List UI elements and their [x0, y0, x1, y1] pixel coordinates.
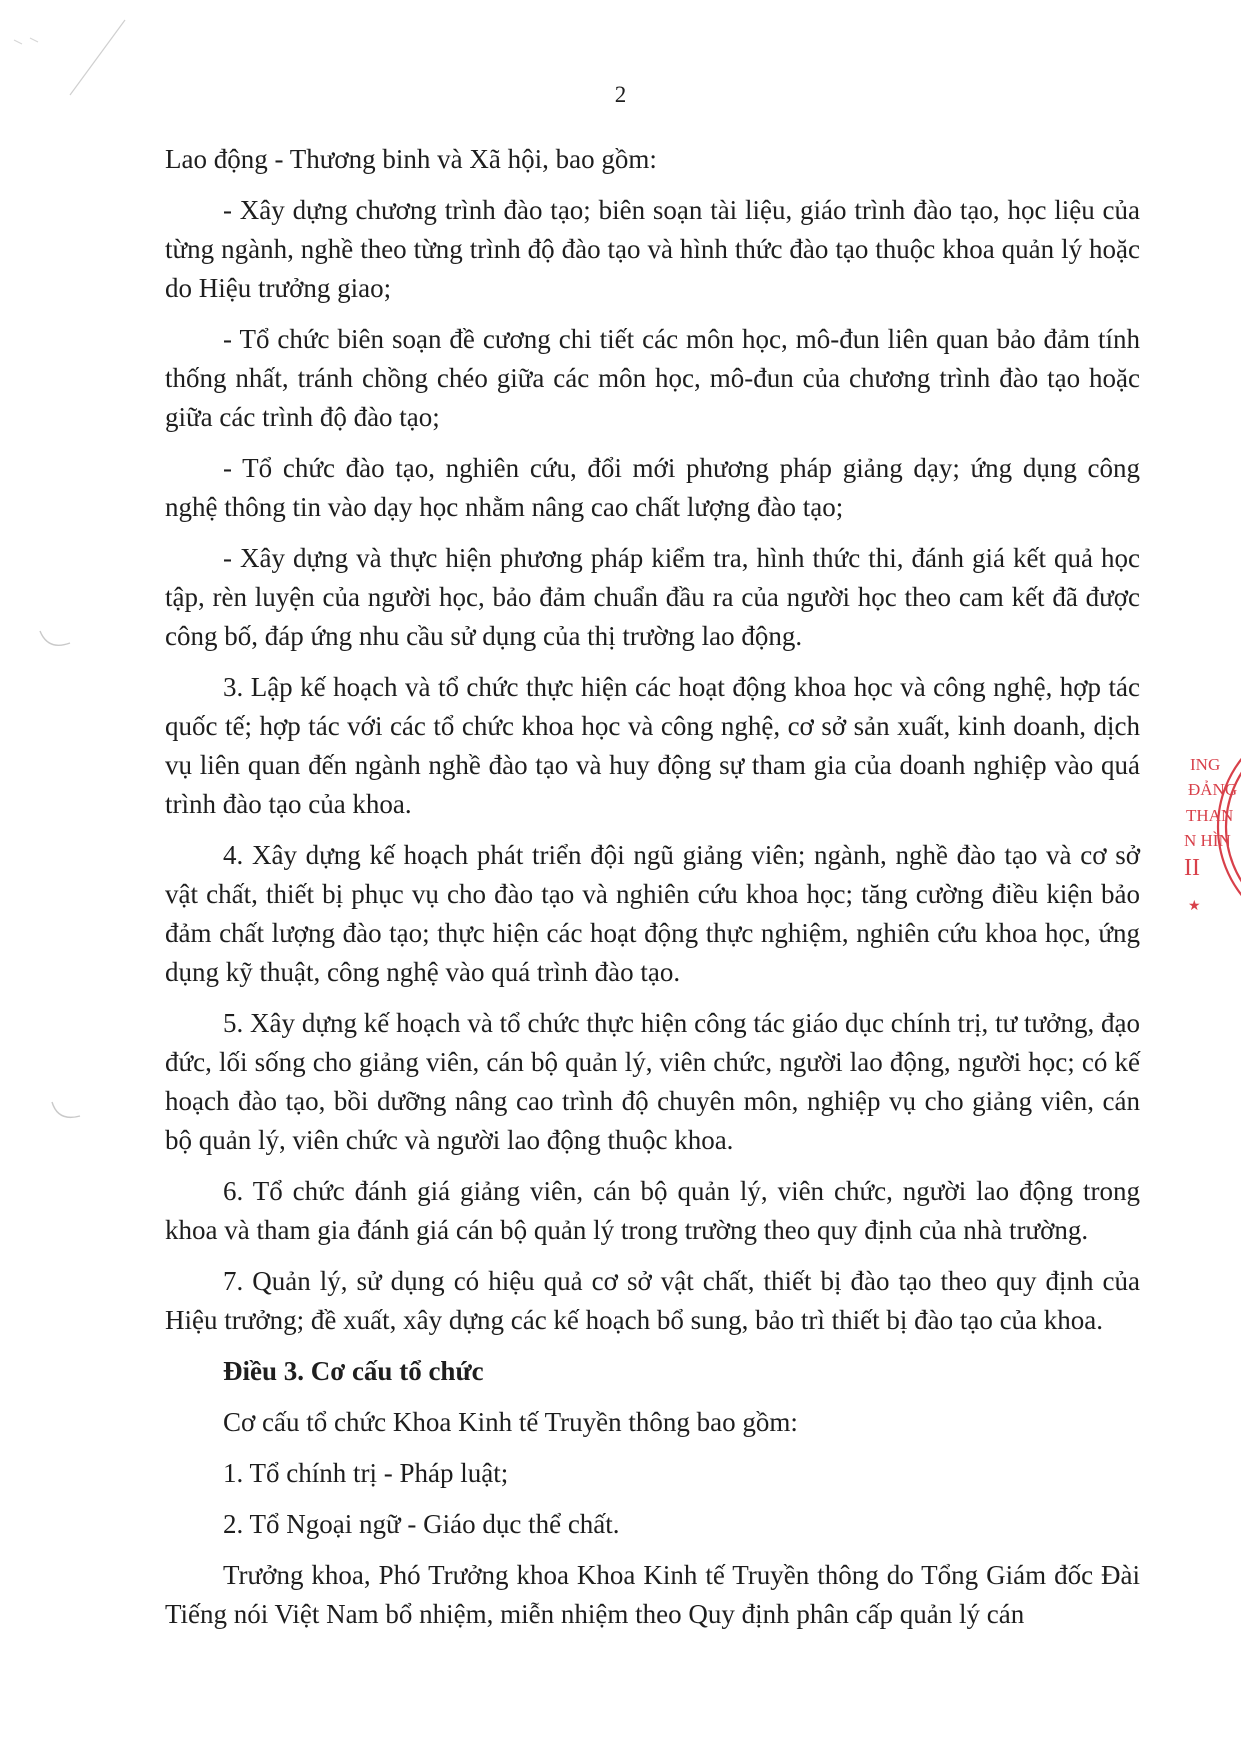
paragraph: - Tổ chức đào tạo, nghiên cứu, đổi mới phương pháp giảng dạy; ứng dụng công nghệ thông tin vào dạy học nhằm nâng cao chất lượng đào tạo; — [165, 453, 1140, 522]
article-heading: Điều 3. Cơ cấu tổ chức — [223, 1356, 484, 1386]
paragraph: - Xây dựng chương trình đào tạo; biên soạn tài liệu, giáo trình đào tạo, học liệu của từng ngành, nghề theo từng trình độ đào tạo và hình thức đào tạo thuộc khoa quản lý hoặc do Hiệu trưởng giao; — [165, 195, 1140, 303]
paragraph: Lao động - Thương binh và Xã hội, bao gồm: — [165, 144, 657, 174]
document-body — [165, 140, 1140, 1646]
paragraph: Trưởng khoa, Phó Trưởng khoa Khoa Kinh tế Truyền thông do Tổng Giám đốc Đài Tiếng nói Việt Nam bổ nhiệm, miễn nhiệm theo Quy định phân cấp quản lý cán — [165, 1560, 1140, 1629]
stamp-text: THAN — [1186, 806, 1234, 825]
paragraph: 1. Tổ chính trị - Pháp luật; — [223, 1458, 509, 1488]
stamp-text: N HÌN — [1184, 831, 1231, 850]
stamp-star-icon: ★ — [1188, 899, 1201, 914]
paragraph: 5. Xây dựng kế hoạch và tổ chức thực hiện công tác giáo dục chính trị, tư tưởng, đạo đức, lối sống cho giảng viên, cán bộ quản lý, viên chức, người lao động, người học; có kế hoạch đào tạo, bồi dưỡng nâng cao trình độ chuyên môn, nghiệp vụ cho giảng viên, cán bộ quản lý, viên chức và người lao động thuộc khoa. — [165, 1008, 1140, 1155]
paragraph: 3. Lập kế hoạch và tổ chức thực hiện các hoạt động khoa học và công nghệ, hợp tác quốc tế; hợp tác với các tổ chức khoa học và công nghệ, cơ sở sản xuất, kinh doanh, dịch vụ liên quan đến ngành nghề đào tạo và huy động sự tham gia của doanh nghiệp vào quá trình đào tạo của khoa. — [165, 672, 1140, 819]
page-number: 2 — [614, 82, 627, 107]
paragraph: 6. Tổ chức đánh giá giảng viên, cán bộ quản lý, viên chức, người lao động trong khoa và tham gia đánh giá cán bộ quản lý trong trường theo quy định của nhà trường. — [165, 1176, 1140, 1245]
paragraph: 4. Xây dựng kế hoạch phát triển đội ngũ giảng viên; ngành, nghề đào tạo và cơ sở vật chất, thiết bị phục vụ cho đào tạo và nghiên cứu khoa học; tăng cường điều kiện bảo đảm chất lượng đào tạo; thực hiện các hoạt động thực nghiệm, nghiên cứu khoa học, ứng dụng kỹ thuật, công nghệ vào quá trình đào tạo. — [165, 840, 1140, 987]
paragraph: - Tổ chức biên soạn đề cương chi tiết các môn học, mô-đun liên quan bảo đảm tính thống nhất, tránh chồng chéo giữa các môn học, mô-đun của chương trình đào tạo hoặc giữa các trình độ đào tạo; — [165, 324, 1140, 432]
stamp-text: II — [1184, 855, 1200, 881]
paragraph: - Xây dựng và thực hiện phương pháp kiểm tra, hình thức thi, đánh giá kết quả học tập, rèn luyện của người học, bảo đảm chuẩn đầu ra của người học theo cam kết đã được công bố, đáp ứng nhu cầu sử dụng của thị trường lao động. — [165, 543, 1140, 651]
stamp-text: ĐẢNG — [1188, 780, 1238, 799]
official-stamp — [1178, 712, 1241, 942]
paragraph: Cơ cấu tổ chức Khoa Kinh tế Truyền thông bao gồm: — [223, 1407, 798, 1437]
stamp-text: ING — [1190, 755, 1221, 774]
paragraph: 2. Tổ Ngoại ngữ - Giáo dục thể chất. — [223, 1509, 620, 1539]
punch-hole-mark — [48, 1098, 88, 1138]
paragraph: 7. Quản lý, sử dụng có hiệu quả cơ sở vật chất, thiết bị đào tạo theo quy định của Hiệu trưởng; đề xuất, xây dựng các kế hoạch bổ sung, bảo trì thiết bị đào tạo của khoa. — [165, 1266, 1140, 1335]
punch-hole-mark — [36, 625, 76, 665]
